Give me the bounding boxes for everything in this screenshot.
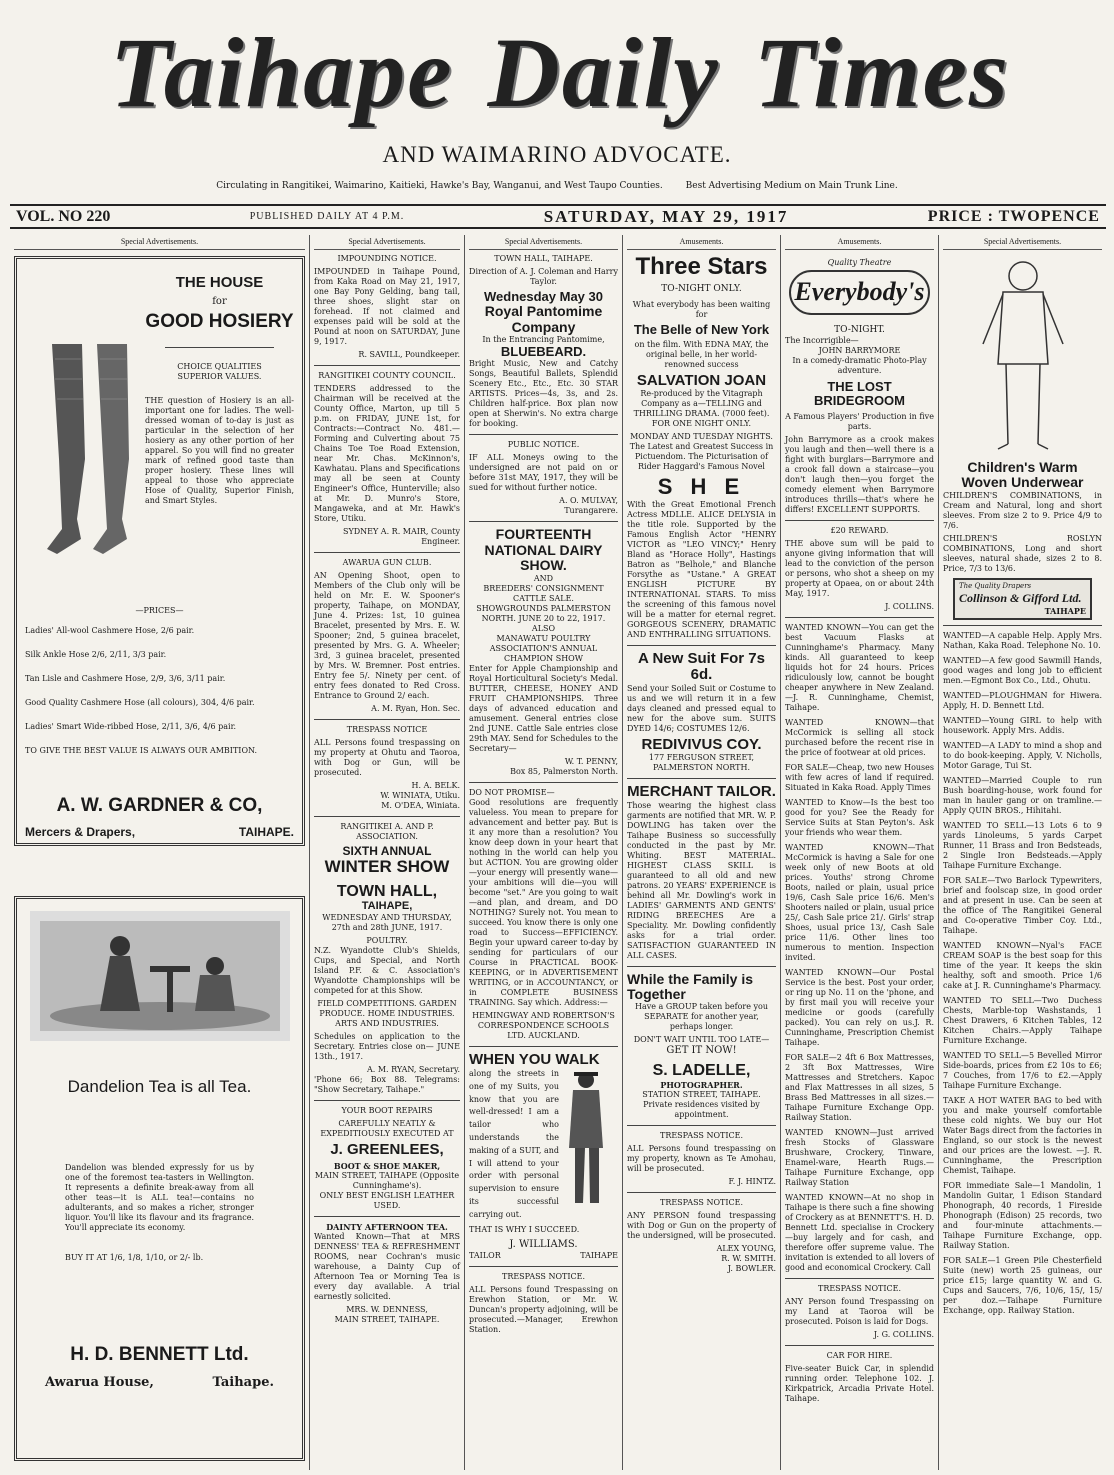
hosiery-title-3: GOOD HOSIERY [145,311,294,332]
boots-body: CAREFULLY NEATLY & EXPEDITIOUSLY EXECUTED AT [320,1118,454,1138]
dairy-sign: W. T. PENNY, [564,756,618,766]
price-item: Ladies' Smart Wide-ribbed Hose, 2/11, 3/6, 4/6 pair. [25,721,237,731]
council-body: TENDERS addressed to the Chairman will be received at the County Office, Marton, up till 5 p.m. on FRIDAY, JUNE 1st, for Contracts:—Contract No. 481.—Forming and Culverting about 75 Chains Toe Toe Road Extension, near Mr. Chas. McKinnon's, Kawhatau. Plans and Specifications may all be seen at County Engineer's Office, Hunterville; also at Mr. D. Munro's Store, Mangaweka, and at Mr. Hawk's Store, Utiku. [314,384,460,523]
family-head: While the Family is Together [627,970,754,1003]
trespass-body: ALL Persons found trespassing on my property at Ohutu and Taoroa, with Dog or Gun, will be prosecuted. [314,738,460,777]
panto-body: Bright Music, New and Catchy Songs, Beautiful Ballets, Splendid Scenery Etc., Etc., Etc. 30 STAR ARTISTS. Prices—4s, 3s, and 2s. Children half-price. Box plan now open at Sherwin's. No extra charge for booking. [469,359,618,429]
show-head-1: SIXTH ANNUAL [342,844,432,858]
public-notice-sign: Turangarere. [564,506,618,516]
classified-ad: WANTED to Know—Is the best too good for you? See the Ready for Service Suits at Stan Peyton's. Ask your friends who wear them. [785,798,934,838]
bennett-town: Taihape. [212,1375,274,1391]
classified-ad: WANTED KNOWN—Just arrived fresh Stocks of Glassware Brushware, Crockery, Tinware, Enamel-ware, Hearth Rugs.—Taihape Furniture Exchange, opp Railway Station [785,1128,934,1188]
show-head-3: TOWN HALL, [336,882,438,900]
column-6 [939,235,1106,1470]
tearoom-title: DAINTY AFTERNOON TEA. [326,1222,448,1233]
collins-trespass-title: TRESPASS NOTICE. [817,1284,902,1294]
collinson-logo-town: TAIHAPE [1044,605,1086,616]
page-columns [10,235,1106,1470]
public-notice-body: IF ALL Moneys owing to the undersigned are not paid on or before 31st MAY, 1917, they will be sued for without further notice. [469,453,618,493]
walk-sign-3: TAIHAPE [580,1251,618,1261]
walk-sign: J. WILLIAMS. [509,1238,578,1250]
dairy-body-4: Enter for Apple Championship and Royal Horticultural Society's Medal. BUTTER, CHEESE, HONEY AND FRUIT CHAMPIONSHIPS. Three days of advanced education and amusement. General entries close 2nd JUNE. Cattle Sale entries close 29th MAY. Send for Schedules to the Secretary— [469,663,618,753]
dairy-also: ALSO [531,623,556,633]
tea-party-illustration [30,911,290,1041]
impounding-title: IMPOUNDING NOTICE. [337,254,437,263]
walk-tag: THAT IS WHY I SUCCEED. [469,1224,580,1234]
three-stars-head: Three Stars [635,253,768,280]
joan-body: Re-produced by the Vitagraph Company as a—TELLING and THRILLING DRAMA. (7000 feet). FOR ONE NIGHT ONLY. [633,389,770,429]
impounding-body: IMPOUNDED in Taihape Pound, from Kaka Road on May 21, 1917, one Bay Pony Gelding, bang tail, three shoes, slight star on forehead. If not claimed and expenses paid will be sold at the Pound at noon on SATURDAY, June 9, 1917. [314,267,460,346]
show-association: RANGITIKEI A. AND P. ASSOCIATION. [340,822,434,841]
panto-head-3: Company [511,318,576,335]
hintz-trespass-title: TRESPASS NOTICE. [659,1130,744,1140]
hintz-sign: F. J. HINTZ. [728,1176,776,1186]
bennett-firm: H. D. BENNETT Ltd. [70,1344,249,1366]
dairy-head-2: NATIONAL DAIRY [484,541,603,558]
belle-film: The Belle of New York [633,321,770,337]
panto-head-1: Wednesday May 30 [484,289,603,304]
gun-club-title: AWARUA GUN CLUB. [342,558,432,567]
tearoom-sign: MRS. W. DENNESS, [346,1305,428,1315]
tailor-figure-illustration [559,1068,614,1208]
dandelion-tea-advert [14,896,305,1461]
underwear-body-2: CHILDREN'S ROSLYN COMBINATIONS, Long and short sleeves, natural shade, sizes 2 to 8. Price, 7/3 to 13/6. [943,533,1102,573]
greenlees-address: MAIN STREET, TAIHAPE (Opposite Cunninghame's). [314,1171,460,1191]
newspaper-subtitle: AND WAIMARINO ADVOCATE. [382,142,732,167]
dairy-body-2: SHOWGROUNDS PALMERSTON NORTH. JUNE 20 to 22, 1917. [476,603,611,623]
public-notice-title: PUBLIC NOTICE. [507,440,580,450]
column-4 [623,235,781,1470]
tearoom-body: Wanted Known—That at MRS DENNESS' TEA & REFRESHMENT ROOMS, near Cochran's music warehouse, a Dainty Cup of Afternoon Tea or Morning Tea is every day available. A trial earnestly solicited. [314,1232,460,1302]
family-body: Have a GROUP taken before you SEPARATE for another year, perhaps longer. [635,1002,768,1032]
classified-ad: WANTED—Young GIRL to help with housework. Apply Mrs. Addis. [943,715,1102,735]
hosiery-body: THE question of Hosiery is an all-important one for ladies. The well-dressed woman of to-day is just as particular in the selection of her hosiery as any other portion of her apparel. So you will find no greater mark of refined good taste than proper hosiery. These lines will appeal to those who appreciate Hose of Quality, Superior Finish, and Smart Styles. [145,395,294,505]
show-head-4: TAIHAPE, [361,900,413,913]
tea-title: Dandelion Tea is all Tea. [67,1077,252,1096]
panto-venue: TOWN HALL, TAIHAPE. [494,254,593,263]
council-title: RANGITIKEI COUNTY COUNCIL. [318,371,456,380]
price-item: Tan Lisle and Cashmere Hose, 2/9, 3/6, 3/11 pair. [25,673,226,683]
title-word-1: Taihape [110,17,454,128]
trespass-sign: M. O'DEA, Winiata. [381,801,460,810]
classified-ad: WANTED KNOWN—You can get the best Vacuum Flasks at Cunninghame's Pharmacy. Many kinds. All guaranteed to keep liquids hot for 24 hours. Prices ridiculously low, cannot be bought cheaper anywhere in New Zealand.—J. R. Cunninghame, Chemist, Taihape. [785,623,934,713]
show-head-2: WINTER SHOW [324,857,450,877]
classified-ad: WANTED KNOWN—Our Postal Service is the best. Post your order, or ring up No. 11 on the 'phone, and by first mail you will receive your medicine or goods (carefully packed). You can rely on us.J. R. Cunninghame, Prescription Chemist Taihape. [785,968,934,1048]
collinson-logo [953,578,1092,620]
classified-ad: FOR SALE—Two Barlock Typewriters, brief and foolscap size, in good order and at present in use. Can be seen at the office of The Rangitikei General and Co-operative Timber Coy. Ltd., Taihape. [943,875,1102,935]
ladelle-firm: S. LADELLE, [652,1061,751,1079]
reward-title: £20 REWARD. [830,526,889,536]
lost-bridegroom-title: THE LOST BRIDEGROOM [814,378,905,409]
circulation-text: Circulating in Rangitikei, Waimarino, Kaitieki, Hawke's Bay, Wanganui, and West Taupo Counties. [216,181,663,191]
everybody-body-3: John Barrymore as a crook makes you laugh and then—well there is a fight with burglars—Barrymore and a crook fall down a staircase—you don't laugh then—you forget the comedy element when Barrymore introduces thrills—that's where he differs! EXCELLENT SUPPORTS. [785,435,934,515]
belle-body: on the film. With EDNA MAY, the original belle, in her world-renowned success [634,339,769,369]
merchant-tailor-body: Those wearing the highest class garments are notified that MR. W. P. DOWLING has taken over the Taihape Business so successfully conducted in the past by Mr. Whiting. BEST MATERIAL. HIGHEST CLASS SKILL is guaranteed to all old and new patrons. 20 YEARS' EXPERIENCE is behind all Mr. Dowling's work in LADIES' GARMENTS AND GENTS' RIDING BREECHES Are a Speciality. Mr. Dowling confidently asks for a trial order. SATISFACTION GUARANTEED IN ALL CASES. [627,800,776,960]
column-2 [310,235,465,1470]
show-body: N.Z. Wyandotte Club's Shields, Cups, and Special, and North Island P.F. & C. Association's Wyandotte Championships will be competed for at this Show. [314,945,460,995]
dateline [10,204,1106,229]
underwear-body-1: CHILDREN'S COMBINATIONS, in Cream and Natural, long and short sleeves. From size 2 to 9. Price 4/9 to 7/6. [943,490,1102,530]
classified-ad: FOR SALE—Cheap, two new Houses with few acres of land if required. Situated in Kaka Road. Apply Times [785,763,934,793]
classified-ad: WANTED—Married Couple to run Bush boarding-house, work found for man in hauler gang or on tramline.—Apply QUIN BROS., Hihitahi. [943,775,1102,815]
issue-price: PRICE : TWOPENCE [927,207,1100,225]
classified-ad: TAKE A HOT WATER BAG to bed with you and make yourself comfortable these cold nights. We buy our Hot Water Bags direct from the factories in England, so our stock is the newest and our prices are the lowest. —J. R. Cunninghame, the Prescription Chemist, Taihape. [943,1095,1102,1175]
collins-trespass-body: ANY Person found Trespassing on my Land at Taoroa will be prosecuted. Poison is laid for Dogs. [785,1297,934,1327]
young-sign: ALEX YOUNG, [716,1243,776,1253]
show-sign: A. M. RYAN, Secretary. [367,1064,460,1074]
reward-body: THE above sum will be paid to anyone giving information that will lead to the conviction of the person or persons, who shot a sheep on my property at Opaea, on or about 24th May, 1917. [785,539,934,599]
column-1 [10,235,310,1470]
dairy-body-3: MANAWATU POULTRY ASSOCIATION'S ANNUAL CHAMPION SHOW [489,633,598,663]
greenlees-note: ONLY BEST ENGLISH LEATHER USED. [319,1191,455,1211]
new-suit-body: Send your Soiled Suit or Costume to us and we will return it in a few days cleaned and pressed equal to new for the above sum. SUITS DYED 14/6; COSTUMES 12/6. [627,683,776,733]
hosiery-motto: TO GIVE THE BEST VALUE IS ALWAYS OUR AMBITION. [25,745,258,755]
boots-label: YOUR BOOT REPAIRS [341,1105,433,1115]
everybody-body-2: A Famous Players' Production in five parts. [785,412,934,432]
walk-head: WHEN YOU WALK [469,1050,600,1068]
dairy-head-1: FOURTEENTH [495,526,592,543]
council-sign: SYDNEY A. R. MAIR, County Engineer. [342,527,460,546]
smith-sign: R. W. SMITH. [721,1253,776,1263]
classified-ad: FOR immediate Sale—1 Mandolin, 1 Mandolin Guitar, 1 Edison Standard Phonograph, 40 records, 1 Fireside Phonograph (Edison) 25 records, two and four-minute attachments.—Taihape Furniture Exchange, opp. Railway Station. [943,1180,1102,1250]
classified-ad: FOR SALE—2 4ft 6 Box Mattresses, 2 3ft Box Mattresses, Wire Mattresses and Stretchers. Kapoc and Flax Mattresses in all sizes, 5 Brass Bed Mattresses in all sizes.—Taihape Furniture Exchange Opp. Railway Station. [785,1053,934,1123]
three-stars-wait: What everybody has been waiting for [632,299,771,319]
hosiery-title-1: THE HOUSE [175,274,264,291]
classified-ad: WANTED TO SELL—13 Lots 6 to 9 yards Linoleums, 5 yards Carpet Runner, 11 Brass and Iron Bedsteads, 2 Single Iron Bedsteads.—Apply Taihape Furniture Exchange. [943,820,1102,870]
prices-list [25,626,294,732]
column-header: Special Advertisements. [943,235,1102,250]
column-header: Amusements. [627,235,776,250]
hosiery-sub-1: CHOICE QUALITIES [177,361,262,371]
everybodys-logo: Everybody's [789,270,930,315]
classified-ad: WANTED—A few good Sawmill Hands, good wages and long job to efficient men.—Egmont Box Co., Ltd., Ohutu. [943,655,1102,685]
she-body: With the Great Emotional French Actress MDLLE. ALICE DELYSIA in the title role. Supported by the Famous English Actor "HENRY VICTOR as "LEO VINCY;" Henry Bland as "Horace Holly", Hastings Batron as "Belhole," and Blanche Forsythe as "Ustane." A GREAT ENGLISH PICTURE BY INTERNATIONAL STARS. To miss the screening of this famous novel will be a matter for eternal regret. GORGEOUS SCENERY, DRAMATIC AND ENTHRALLING SITUATIONS. [627,499,776,639]
panto-direction: Direction of A. J. Coleman and Harry Taylor. [469,267,618,286]
publish-time: PUBLISHED DAILY AT 4 P.M. [249,211,405,222]
ladelle-address: STATION STREET, TAIHAPE. Private residences visited by appointment. [642,1089,761,1119]
she-title: S H E [657,474,746,500]
everybody-body-1: In a comedy-dramatic Photo-Play adventure. [792,355,927,375]
young-trespass-title: TRESPASS NOTICE. [659,1197,744,1207]
ladelle-trade: PHOTOGRAPHER. [660,1079,743,1090]
classified-ad: WANTED KNOWN—That McCormick is having a Sale for one week only of new Boots at old prices. Youths' strong Chrome Boots, nailed or plain, usual price 19/6, Cash Sale price 16/6. Men's Shooters nailed or plain, usual price 25/, Cash Sale price 21/. Girls' strap Shoes, usual price 13/, Cash Sale price 11/6. Other lines too numerous to mention. Inspection invited. [785,843,934,963]
salvation-joan: SALVATION JOAN [636,371,767,389]
everybody-star: JOHN BARRYMORE [818,345,901,355]
column-5 [781,235,939,1470]
column-header: Special Advertisements. [314,235,460,250]
public-notice-sign: A. O. MULVAY, [559,496,618,506]
greenlees-trade: BOOT & SHOE MAKER, [333,1161,441,1172]
show-poultry: POULTRY. [366,935,408,945]
stockings-illustration [37,339,147,569]
title-word-3: Times [753,17,1010,128]
column-header: Special Advertisements. [469,235,618,250]
classified-ad: WANTED—PLOUGHMAN for Hiwera. Apply, H. D. Bennett Ltd. [943,690,1102,710]
erewhon-trespass-title: TRESPASS NOTICE. [501,1272,586,1282]
dairy-body-1: BREEDERS' CONSIGNMENT CATTLE SALE. [483,583,604,603]
price-item: Good Quality Cashmere Hose (all colours), 304, 4/6 pair. [25,697,255,707]
hosiery-advert [14,256,305,846]
monday-body: MONDAY AND TUESDAY NIGHTS. The Latest and Greatest Success in Pictuendom. The Picturisation of Rider Haggard's Famous Novel [629,432,774,472]
dairy-and: AND [533,573,554,583]
classified-ad: WANTED KNOWN—Nyal's FACE CREAM SOAP is the best soap for this time of the year. It keeps the skin healthy, soft and smooth. Price 1/6 cake at J. R. Cunninghame's Pharmacy. [943,940,1102,990]
family-cta-2: GET IT NOW! [666,1045,737,1057]
column-3 [465,235,623,1470]
dairy-head-3: SHOW. [520,557,567,574]
promise-body: Good resolutions are frequently valueless. You mean to prepare for advancement and better pay. But is it any more than a resolution? You know deep down in your heart that nothing in the world can help you but ACTION. You are growing older—your energy will presently wane—your ambitions will die—you will become "set." Are you going to wait—and plan, and dream, and DO NOTHING? Surely not. You mean to succeed. You know there is only one road to Success—EFFICIENCY. Begin your upward career to-day by sending for particulars of our Course in PRACTICAL BOOK-KEEPING, or in ADVERTISEMENT WRITING, or in ACCOUNTANCY, or in COMPLETE BUSINESS TRAINING. Say which. Address:— [469,797,618,1007]
column-header: Special Advertisements. [14,235,305,250]
trespass-sign: W. WINIATA, Utiku. [380,791,460,800]
best-medium-text: Best Advertising Medium on Main Trunk Line. [685,181,898,191]
masthead [0,0,1114,210]
hintz-trespass-body: ALL Persons found trespassing on my property, known as Te Amohau, will be prosecuted. [627,1143,776,1173]
newspaper-title [110,15,1010,130]
gardner-trade: Mercers & Drapers, [25,824,136,839]
classified-ad: FOR SALE—1 Green Pile Chesterfield Suite (new) worth 25 guineas, our price £15; large quantity W. and G. Cups and Saucers, 7/6, 10/6, 15/, 15/ per doz.—Taihape Furniture Exchange, opp. Railway Station. [943,1255,1102,1315]
classified-ad: WANTED KNOWN—At no shop in Taihape is there such a fine showing of Crockery as at BENNETT'S. H. D. Bennett Ltd. specialise in Crockery—buy largely and for cash, and therefore offer supreme value. The invitation is extended to all lovers of good and economical Crockery. Call [785,1193,934,1273]
tea-body: Dandelion was blended expressly for us by one of the foremost tea-tasters in Wellington. It represents a definite break-away from all other teas—it is ALL tea!—contains no adulterants, and so makes a richer, stronger liquor. You'll like its flavour and its fragrance. You'll appreciate its economy. [65,1163,254,1233]
everybody-logo-top: Quality Theatre [827,258,892,267]
panto-show: BLUEBEARD. [500,344,587,360]
new-suit-head: A New Suit For 7s 6d. [638,649,765,684]
gardner-town: TAIHAPE. [238,824,294,839]
trespass-title: TRESPASS NOTICE [346,725,428,734]
price-item: Ladies' All-wool Cashmere Hose, 2/6 pair. [25,625,195,635]
show-schedules: Schedules on application to the Secretary. Entries close on— JUNE 13th., 1917. [314,1031,460,1061]
collinson-logo-top: The Quality Drapers [959,581,1032,590]
underwear-head: Children's Warm Woven Underwear [961,459,1084,491]
gardner-firm: A. W. GARDNER & CO, [56,794,263,816]
reward-sign: J. COLLINS. [885,602,934,612]
volume-number: VOL. NO 220 [16,207,111,225]
classified-ad: WANTED—A capable Help. Apply Mrs. Nathan, Kaka Road. Telephone No. 10. [943,630,1102,650]
everybody-intro: The Incorrigible— [785,335,859,345]
gun-club-body: AN Opening Shoot, open to Members of the Club only will be held on Mr. E. W. Spooner's property, Taihape, on MONDAY, June 4. Prizes: 1st, 10 guinea Bracelet, presented by Mrs. E. W. Spooner; 2nd, 5 guinea bracelet, presented by Mrs. G. A. Wheeler; 3rd, 3 guinea bracelet, presented by Mrs. W. Bremner. Post entries. Entry fee 5/. Ninety per cent. of entry fees donated to Red Cross. Entrance to Ground 2/ each. [314,571,460,700]
collinson-logo-text: Collinson & Gifford Ltd. [959,590,1082,605]
promise-firm: HEMINGWAY AND ROBERTSON'S CORRESPONDENCE SCHOOLS LTD. AUCKLAND. [472,1010,615,1040]
tea-price: BUY IT AT 1/6, 1/8, 1/10, or 2/- lb. [65,1253,204,1263]
car-hire-title: CAR FOR HIRE. [826,1351,893,1361]
classified-ad: WANTED—A LADY to mind a shop and to do book-keeping. Apply, V. Nicholls, Motor Garage, Tui St. [943,740,1102,770]
prices-label: —PRICES— [135,605,184,615]
tearoom-sign: MAIN STREET, TAIHAPE. [334,1315,440,1325]
erewhon-trespass-body: ALL Persons found Trespassing on Erewhon Station, or Mr. W. Duncan's property adjoining, will be prosecuted.—Manager, Erewhon Station. [469,1285,618,1335]
title-word-2: Daily [487,17,720,128]
greenlees-firm: J. GREENLEES, [330,1140,444,1158]
family-cta-1: DON'T WAIT UNTIL TOO LATE— [633,1035,770,1045]
young-trespass-body: ANY PERSON found trespassing with Dog or Gun on the property of the undersigned, will be prosecuted. [627,1210,776,1240]
classified-ad: WANTED TO SELL—5 Bevelled Mirror Side-boards, prices from £2 10s to £6; 7 Couches, from 17/6 to £2.—Apply Taihape Furniture Exchange. [943,1050,1102,1090]
bennett-address: Awarua House, [45,1375,154,1391]
gun-club-sign: A. M. Ryan, Hon. Sec. [371,704,460,713]
classified-ad: WANTED TO SELL—Two Duchess Chests, Marble-top Washstands, 1 Chest Drawers, 6 Kitchen Tables, 12 Kitchen Chairs.—Apply Taihape Furniture Exchange. [943,995,1102,1045]
child-underwear-illustration [968,254,1078,454]
show-dates: WEDNESDAY AND THURSDAY, 27th and 28th JUNE, 1917. [322,912,452,932]
classified-ad: WANTED KNOWN—that McCormick is selling all stock purchased before the recent rise in the price of footwear at old prices. [785,718,934,758]
impounding-sign: R. SAVILL, Poundkeeper. [358,350,460,359]
issue-date: SATURDAY, MAY 29, 1917 [543,206,789,226]
show-phone: 'Phone 66; Box 88. Telegrams: "Show Secretary, Taihape." [314,1074,460,1094]
trespass-sign: H. A. BELK. [411,781,460,790]
column-header: Amusements. [785,235,934,250]
three-stars-tonight: TO-NIGHT ONLY. [661,284,742,295]
dairy-sign: Box 85, Palmerston North. [510,766,618,776]
promise-title: DO NOT PROMISE— [469,787,555,797]
bowler-sign: J. BOWLER. [727,1263,776,1273]
redivivus-address: 177 FERGUSON STREET, PALMERSTON NORTH. [648,753,755,773]
walk-body: along the streets in one of my Suits, you know that you are well-dressed! I am a tailor who understands the making of a SUIT, and I will attend to your order with personal supervision to ensure its successful carrying out. [469,1069,559,1219]
panto-head-2: Royal Pantomime [484,303,603,320]
walk-sign-2: TAILOR [469,1251,501,1261]
collins-trespass-sign: J. G. COLLINS. [873,1330,934,1340]
price-item: Silk Ankle Hose 2/6, 2/11, 3/3 pair. [25,649,167,659]
show-items: FIELD COMPETITIONS. GARDEN PRODUCE. HOME INDUSTRIES. ARTS AND INDUSTRIES. [317,998,457,1028]
merchant-tailor-head: MERCHANT TAILOR. [627,783,776,801]
hosiery-sub-2: SUPERIOR VALUES. [177,371,262,381]
hosiery-title-2: for [212,295,227,307]
redivivus-firm: REDIVIVUS COY. [641,735,762,753]
panto-in: In the Entrancing Pantomime, [482,335,605,345]
everybody-tonight: TO-NIGHT. [834,324,885,335]
circulation-line [0,181,1114,191]
car-hire-body: Five-seater Buick Car, in splendid running order. Telephone 102. J. Kirkpatrick, Arcadia Private Hotel. Taihape. [785,1364,934,1404]
